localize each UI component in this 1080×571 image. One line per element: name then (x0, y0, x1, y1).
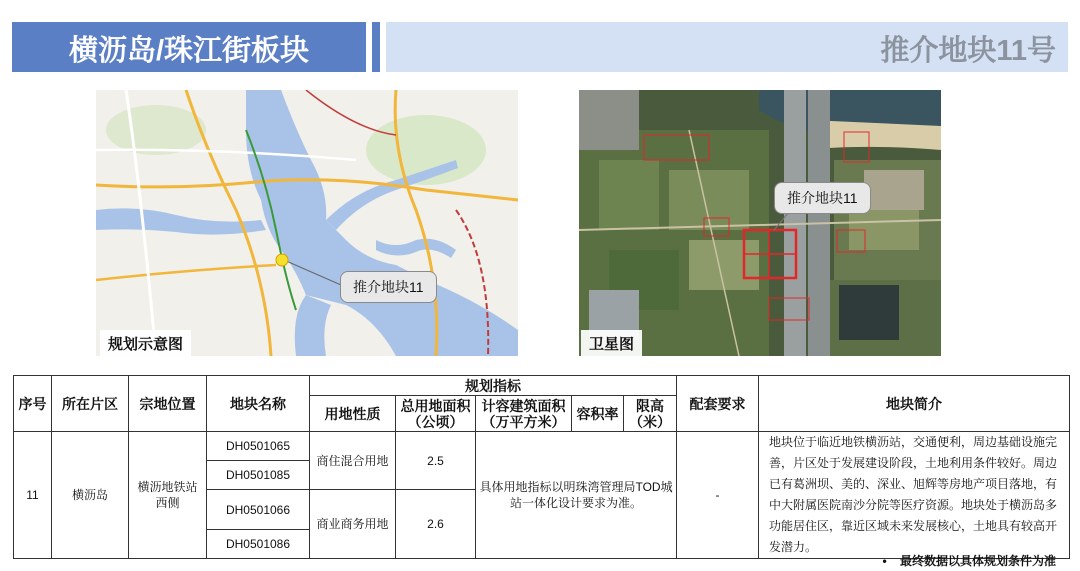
section-title-bar (12, 22, 366, 72)
cell-support: - (677, 432, 759, 559)
header-area: 所在片区 (52, 376, 129, 432)
satellite-caption: 卫星图 (581, 330, 642, 356)
plot-title-bar (386, 22, 1068, 72)
header-height-limit: 限高（米） (624, 396, 677, 432)
cell-location: 横沥地铁站西侧 (129, 432, 207, 559)
plot-title: 推介地块11号 (880, 35, 1056, 67)
header-total-land-area: 总用地面积（公顷） (396, 396, 476, 432)
satellite-plot-callout: 推介地块11 (774, 182, 871, 214)
table-header-row (14, 376, 1070, 396)
footnote-bullet: • (882, 554, 887, 568)
cell-parcel: DH0501086 (207, 530, 310, 559)
footnote (882, 552, 1056, 569)
header-gfa: 计容建筑面积（万平方米） (476, 396, 572, 432)
footnote-text: 最终数据以具体规划条件为准 (899, 554, 1056, 568)
cell-land-use: 商业商务用地 (310, 490, 396, 559)
plot-info-table (13, 375, 1070, 559)
header-location: 宗地位置 (129, 376, 207, 432)
header-intro: 地块简介 (759, 376, 1070, 432)
cell-land-area: 2.6 (396, 490, 476, 559)
planning-map (96, 90, 518, 356)
cell-area: 横沥岛 (52, 432, 129, 559)
table-row (14, 432, 1070, 461)
header-support: 配套要求 (677, 376, 759, 432)
section-title: 横沥岛/珠江街板块 (68, 35, 310, 67)
cell-indicator-note: 具体用地指标以明珠湾管理局TOD城站一体化设计要求为准。 (476, 432, 677, 559)
header-divider (372, 22, 380, 72)
cell-parcel: DH0501065 (207, 432, 310, 461)
cell-land-use: 商住混合用地 (310, 432, 396, 490)
cell-intro: 地块位于临近地铁横沥站，交通便利，周边基础设施完善，片区处于发展建设阶段，土地利用条件较好。周边已有葛洲坝、美的、深业、旭辉等房地产项目落地，有中大附属医院南沙分院等医疗资源。地块处于横沥岛多功能居住区，靠近区域未来发展核心，土地具有较高开发潜力。 (759, 432, 1070, 559)
cell-parcel: DH0501066 (207, 490, 310, 530)
map-caption: 规划示意图 (100, 330, 191, 356)
header-parcel-name: 地块名称 (207, 376, 310, 432)
cell-parcel: DH0501085 (207, 461, 310, 490)
satellite-graphic (579, 90, 941, 356)
plot-marker-icon (276, 254, 288, 266)
map-plot-callout: 推介地块11 (340, 271, 437, 303)
cell-land-area: 2.5 (396, 432, 476, 490)
header-no: 序号 (14, 376, 52, 432)
header-planning: 规划指标 (310, 376, 677, 396)
cell-no: 11 (14, 432, 52, 559)
header-far: 容积率 (572, 396, 624, 432)
satellite-image (579, 90, 941, 356)
header-land-use: 用地性质 (310, 396, 396, 432)
planning-map-graphic (96, 90, 518, 356)
